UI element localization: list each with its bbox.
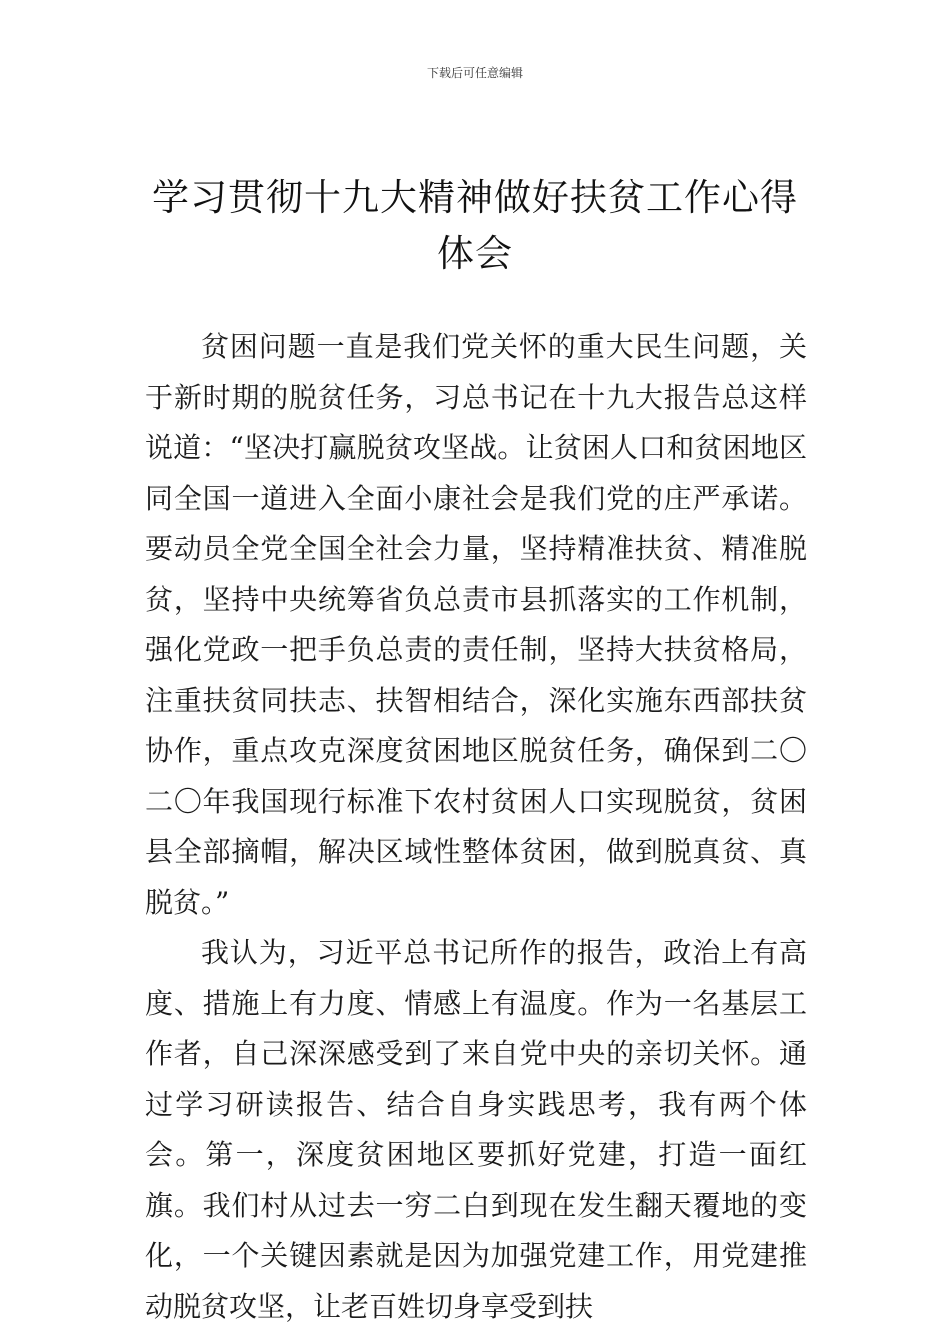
paragraph-2: 我认为，习近平总书记所作的报告，政治上有高度、措施上有力度、情感上有温度。作为一名基层工作者，自己深深感受到了来自党中央的亲切关怀。通过学习研读报告、结合自身实践思考，我有两个体会。第一，深度贫困地区要抓好党建，打造一面红旗。我们村从过去一穷二白到现在发生翻天覆地的变化，一个关键因素就是因为加强党建工作，用党建推动脱贫攻坚，让老百姓切身享受到扶	[145, 936, 807, 1323]
header-note: 下载后可任意编辑	[426, 66, 523, 80]
paragraph-1: 贫困问题一直是我们党关怀的重大民生问题，关于新时期的脱贫任务，习总书记在十九大报告总这样说道：“坚决打赢脱贫攻坚战。让贫困人口和贫困地区同全国一道进入全面小康社会是我们党的庄严承诺。要动员全党全国全社会力量，坚持精准扶贫、精准脱贫，坚持中央统筹省负总责市县抓落实的工作机制，强化党政一把手负总责的责任制，坚持大扶贫格局，注重扶贫同扶志、扶智相结合，深化实施东西部扶贫协作，重点攻克深度贫困地区脱贫任务，确保到二〇二〇年我国现行标准下农村贫困人口实现脱贫，贫困县全部摘帽，解决区域性整体贫困，做到脱真贫、真脱贫。”	[145, 330, 807, 919]
document-title: 学习贯彻十九大精神做好扶贫工作心得体会	[152, 176, 798, 275]
document-body	[145, 322, 807, 1332]
